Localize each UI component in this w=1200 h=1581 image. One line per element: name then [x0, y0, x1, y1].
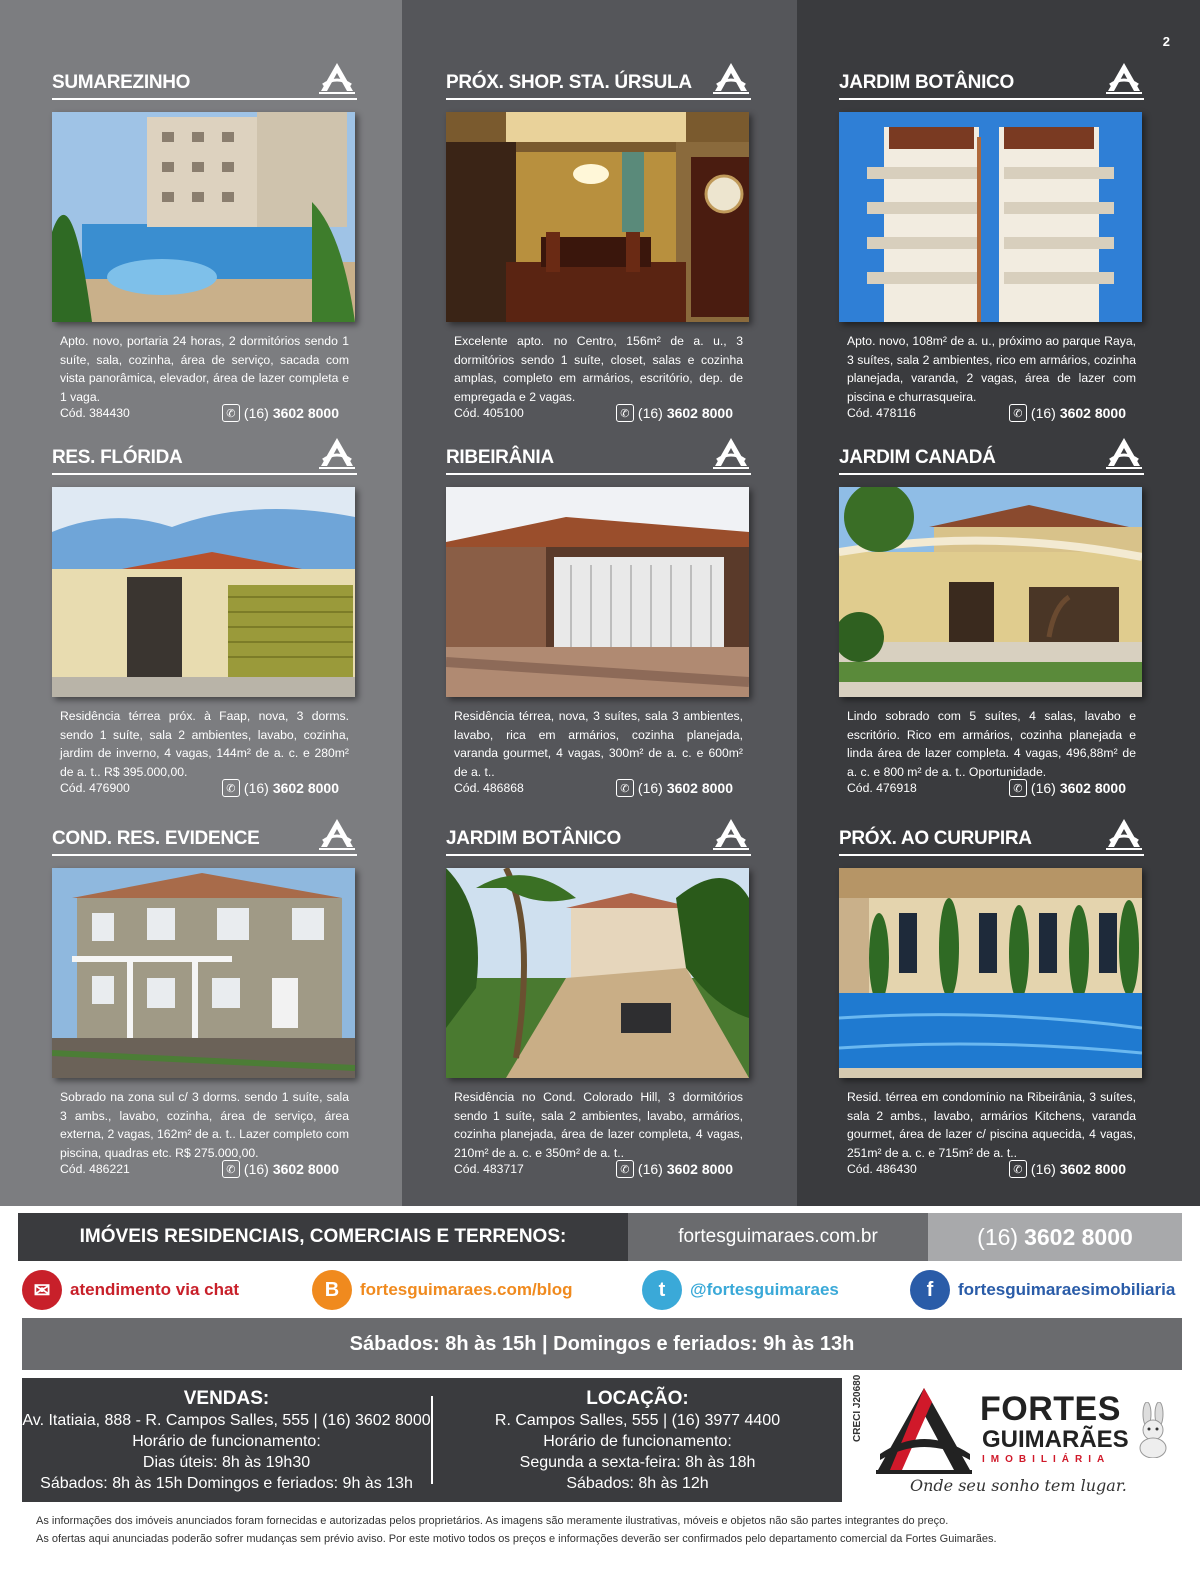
phone-icon: ✆	[1009, 779, 1027, 797]
listing-phone[interactable]	[1009, 1160, 1126, 1178]
listing-title: PRÓX. AO CURUPIRA	[839, 828, 1032, 849]
listing-header	[446, 62, 751, 100]
listing-card[interactable]	[839, 437, 1144, 799]
sales-weekdays: Dias úteis: 8h às 19h30	[142, 1454, 311, 1471]
fortes-logo-icon	[317, 817, 357, 851]
listing-code: Cód. 486868	[454, 781, 524, 795]
listing-photo	[446, 487, 749, 697]
listing-footer	[847, 1162, 1136, 1180]
phone-number: 3602 8000	[272, 1161, 339, 1177]
listing-title: PRÓX. SHOP. STA. ÚRSULA	[446, 72, 692, 93]
listing-title: JARDIM BOTÂNICO	[839, 72, 1014, 93]
listing-code: Cód. 478116	[847, 406, 916, 420]
rental-weekend: Sábados: 8h às 12h	[566, 1475, 709, 1492]
listing-phone[interactable]	[616, 1160, 733, 1178]
listing-footer	[60, 1162, 349, 1180]
listing-header	[839, 818, 1144, 856]
listing-description: Residência térrea próx. à Faap, nova, 3 dorms. sendo 1 suíte, sala 2 ambientes, lavabo, cozinha, jardim de inverno, 4 vagas, 144m² de a. c. e 280m² de a. t.. R$ 395.000,00.	[60, 709, 349, 779]
fortes-logo-icon	[1104, 61, 1144, 95]
listing-card[interactable]	[446, 818, 751, 1180]
rental-title: LOCAÇÃO:	[586, 1388, 689, 1409]
listing-code: Cód. 476918	[847, 781, 917, 795]
phone-ddd: (16)	[243, 405, 269, 421]
rental-address: R. Campos Salles, 555 | (16) 3977 4400	[494, 1412, 781, 1429]
listing-description: Resid. térrea em condomínio na Ribeirânia, 3 suítes, sala 2 ambs., lavabo, armários Kitchens, varanda gourmet, área de lazer c/ piscina aquecida, 4 vagas, 251m² de a. c. e 715m² de a. t..	[847, 1090, 1136, 1160]
fortes-logo-icon	[1104, 436, 1144, 470]
main-phone-number: 3602 8000	[1024, 1223, 1133, 1250]
listing-photo	[446, 112, 749, 322]
social-links	[22, 1268, 1182, 1312]
listing-description: Lindo sobrado com 5 suítes, 4 salas, lavabo e escritório. Rico em armários, cozinha planejada e linda área de lazer completa. 4 vagas, 496,88m² de a. c. e 800 m² de a. t.. Oportunidade.	[847, 709, 1136, 779]
sales-hours-label: Horário de funcionamento:	[132, 1433, 321, 1450]
phone-ddd: (16)	[637, 405, 663, 421]
weekend-hours: Sábados: 8h às 15h | Domingos e feriados: 9h às 13h	[22, 1318, 1182, 1370]
phone-icon: ✆	[1009, 1160, 1027, 1178]
listing-phone[interactable]	[1009, 404, 1126, 422]
phone-number: 3602 8000	[1059, 405, 1126, 421]
listing-footer	[847, 406, 1136, 424]
listing-card[interactable]	[52, 62, 357, 424]
phone-icon: ✆	[616, 1160, 634, 1178]
listing-header	[446, 437, 751, 475]
listing-phone[interactable]	[222, 779, 339, 797]
sales-weekend: Sábados: 8h às 15h Domingos e feriados: 9h às 13h	[40, 1475, 413, 1492]
chat-icon: ✉	[22, 1270, 62, 1310]
listing-phone[interactable]	[616, 779, 733, 797]
phone-ddd: (16)	[1030, 1161, 1056, 1177]
phone-icon: ✆	[616, 404, 634, 422]
listing-header	[52, 437, 357, 475]
phone-number: 3602 8000	[272, 780, 339, 796]
rental-hours-label: Horário de funcionamento:	[543, 1433, 732, 1450]
listing-code: Cód. 486430	[847, 1162, 917, 1176]
listing-code: Cód. 405100	[454, 406, 524, 420]
phone-number: 3602 8000	[666, 780, 733, 796]
phone-icon: ✆	[1009, 404, 1027, 422]
disclaimer-line-1: As informações dos imóveis anunciados foram fornecidas e autorizadas pelos proprietários. As imagens são meramente ilustrativas, móveis e objetos não são partes integrantes do preço.	[36, 1515, 949, 1527]
listing-column-3	[797, 0, 1200, 1206]
categories-label: IMÓVEIS RESIDENCIAIS, COMERCIAIS E TERRENOS:	[18, 1213, 628, 1261]
listing-photo	[52, 112, 355, 322]
listing-description: Residência térrea, nova, 3 suítes, sala 3 ambientes, lavabo, rica em armários, cozinha planejada, varanda gourmet, 4 vagas, 300m² de a. c. e 600m² de a. t..	[454, 709, 743, 779]
listing-code: Cód. 486221	[60, 1162, 130, 1176]
website-link[interactable]: fortesguimaraes.com.br	[628, 1213, 928, 1261]
listing-card[interactable]	[52, 437, 357, 799]
legal-disclaimer	[36, 1512, 1166, 1548]
fortes-logo-icon	[711, 61, 751, 95]
sales-title: VENDAS:	[183, 1388, 270, 1409]
listing-code: Cód. 483717	[454, 1162, 524, 1176]
fortes-logo-icon	[711, 436, 751, 470]
phone-ddd: (16)	[243, 780, 269, 796]
brand-slogan: Onde seu sonho tem lugar.	[910, 1476, 1127, 1495]
listing-card[interactable]	[839, 818, 1144, 1180]
listing-header	[839, 62, 1144, 100]
chat-label: atendimento via chat	[70, 1280, 240, 1299]
rental-office	[433, 1378, 842, 1502]
offices	[22, 1378, 842, 1502]
brand-name-line1: FORTES	[980, 1390, 1121, 1428]
brand-name-line2: GUIMARÃES	[982, 1426, 1129, 1453]
phone-number: 3602 8000	[272, 405, 339, 421]
phone-icon: ✆	[222, 404, 240, 422]
listing-description: Excelente apto. no Centro, 156m² de a. u., 3 dormitórios sendo 1 suíte, closet, salas e cozinha amplas, completo em armários, escritório, dep. de empregada e 2 vagas.	[454, 334, 743, 404]
listing-photo	[839, 487, 1142, 697]
phone-ddd: (16)	[637, 780, 663, 796]
listing-title: RES. FLÓRIDA	[52, 447, 183, 468]
listing-card[interactable]	[446, 437, 751, 799]
creci-number: CRECI J20680	[852, 1374, 863, 1442]
listing-description: Residência no Cond. Colorado Hill, 3 dormitórios sendo 1 suíte, sala 2 ambientes, lavabo, armários, cozinha planejada, área de lazer completa, 4 vagas, 210m² de a. c. e 350m² de a. t..	[454, 1090, 743, 1160]
blogger-icon: B	[312, 1270, 352, 1310]
listing-header	[446, 818, 751, 856]
twitter-icon: t	[642, 1270, 682, 1310]
listing-column-1	[0, 0, 402, 1206]
rabbit-mascot-icon	[1134, 1402, 1172, 1458]
listing-footer	[60, 781, 349, 799]
listing-title: COND. RES. EVIDENCE	[52, 828, 260, 849]
contact-band	[18, 1213, 1182, 1261]
phone-icon: ✆	[222, 779, 240, 797]
phone-icon: ✆	[222, 1160, 240, 1178]
fortes-logo-icon	[711, 817, 751, 851]
listing-title: RIBEIRÂNIA	[446, 447, 554, 468]
twitter-link[interactable]	[642, 1270, 910, 1310]
main-phone-ddd: (16)	[977, 1223, 1019, 1250]
listing-footer	[60, 406, 349, 424]
chat-link[interactable]	[22, 1270, 312, 1310]
listing-photo	[839, 112, 1142, 322]
listing-code: Cód. 476900	[60, 781, 130, 795]
listing-footer	[454, 406, 743, 424]
listing-footer	[847, 781, 1136, 799]
phone-number: 3602 8000	[666, 1161, 733, 1177]
listing-card[interactable]	[52, 818, 357, 1180]
phone-ddd: (16)	[1030, 780, 1056, 796]
blog-label: fortesguimaraes.com/blog	[360, 1280, 573, 1299]
main-phone[interactable]	[928, 1213, 1182, 1261]
brand-logo	[850, 1374, 1182, 1502]
listing-phone[interactable]	[1009, 779, 1126, 797]
phone-number: 3602 8000	[1059, 780, 1126, 796]
phone-ddd: (16)	[243, 1161, 269, 1177]
phone-ddd: (16)	[1030, 405, 1056, 421]
listing-photo	[52, 868, 355, 1078]
listing-phone[interactable]	[222, 1160, 339, 1178]
listing-code: Cód. 384430	[60, 406, 130, 420]
sales-address: Av. Itatiaia, 888 - R. Campos Salles, 555 | (16) 3602 8000	[22, 1412, 431, 1429]
listing-header	[839, 437, 1144, 475]
fortes-logo-icon	[317, 61, 357, 95]
listing-column-2	[402, 0, 797, 1206]
listing-photo	[52, 487, 355, 697]
listing-header	[52, 62, 357, 100]
facebook-icon: f	[910, 1270, 950, 1310]
rental-weekdays: Segunda a sexta-feira: 8h às 18h	[519, 1454, 756, 1471]
brand-name-line3: IMOBILIÁRIA	[982, 1454, 1111, 1465]
blog-link[interactable]	[312, 1270, 642, 1310]
listing-photo	[446, 868, 749, 1078]
facebook-link[interactable]	[910, 1270, 1182, 1310]
listing-title: SUMAREZINHO	[52, 72, 191, 93]
listing-footer	[454, 1162, 743, 1180]
fortes-logo-icon	[317, 436, 357, 470]
listing-title: JARDIM BOTÂNICO	[446, 828, 621, 849]
twitter-label: @fortesguimaraes	[690, 1280, 839, 1299]
listing-title: JARDIM CANADÁ	[839, 447, 996, 468]
page-number: 2	[1162, 34, 1170, 49]
listing-phone[interactable]	[616, 404, 733, 422]
fortes-logo-icon	[1104, 817, 1144, 851]
facebook-label: fortesguimaraesimobiliaria	[958, 1280, 1176, 1299]
disclaimer-line-2: As ofertas aqui anunciadas poderão sofrer mudanças sem prévio aviso. Por este motivo todos os preços e informações deverão ser confirmados pelo departamento comercial da Fortes Guimarães.	[36, 1533, 997, 1545]
phone-ddd: (16)	[637, 1161, 663, 1177]
phone-number: 3602 8000	[1059, 1161, 1126, 1177]
listing-header	[52, 818, 357, 856]
listing-card[interactable]	[839, 62, 1144, 424]
listing-footer	[454, 781, 743, 799]
listing-photo	[839, 868, 1142, 1078]
phone-icon: ✆	[616, 779, 634, 797]
fortes-guimaraes-logo-icon	[872, 1384, 976, 1476]
listing-description: Apto. novo, 108m² de a. u., próximo ao parque Raya, 3 suítes, sala 2 ambientes, rico em armários, cozinha planejada, varanda, 2 vagas, área de lazer com piscina e churrasqueira.	[847, 334, 1136, 404]
listing-description: Sobrado na zona sul c/ 3 dorms. sendo 1 suíte, sala 3 ambs., lavabo, cozinha, área de serviço, área externa, 2 vagas, 162m² de a. t.. Lazer completo com piscina, quadras etc. R$ 275.000,00.	[60, 1090, 349, 1160]
listing-card[interactable]	[446, 62, 751, 424]
phone-number: 3602 8000	[666, 405, 733, 421]
listing-description: Apto. novo, portaria 24 horas, 2 dormitórios sendo 1 suíte, sala, cozinha, área de serviço, sacada com vista panorâmica, elevador, área de lazer completa e 1 vaga.	[60, 334, 349, 404]
listing-phone[interactable]	[222, 404, 339, 422]
sales-office	[22, 1378, 431, 1502]
